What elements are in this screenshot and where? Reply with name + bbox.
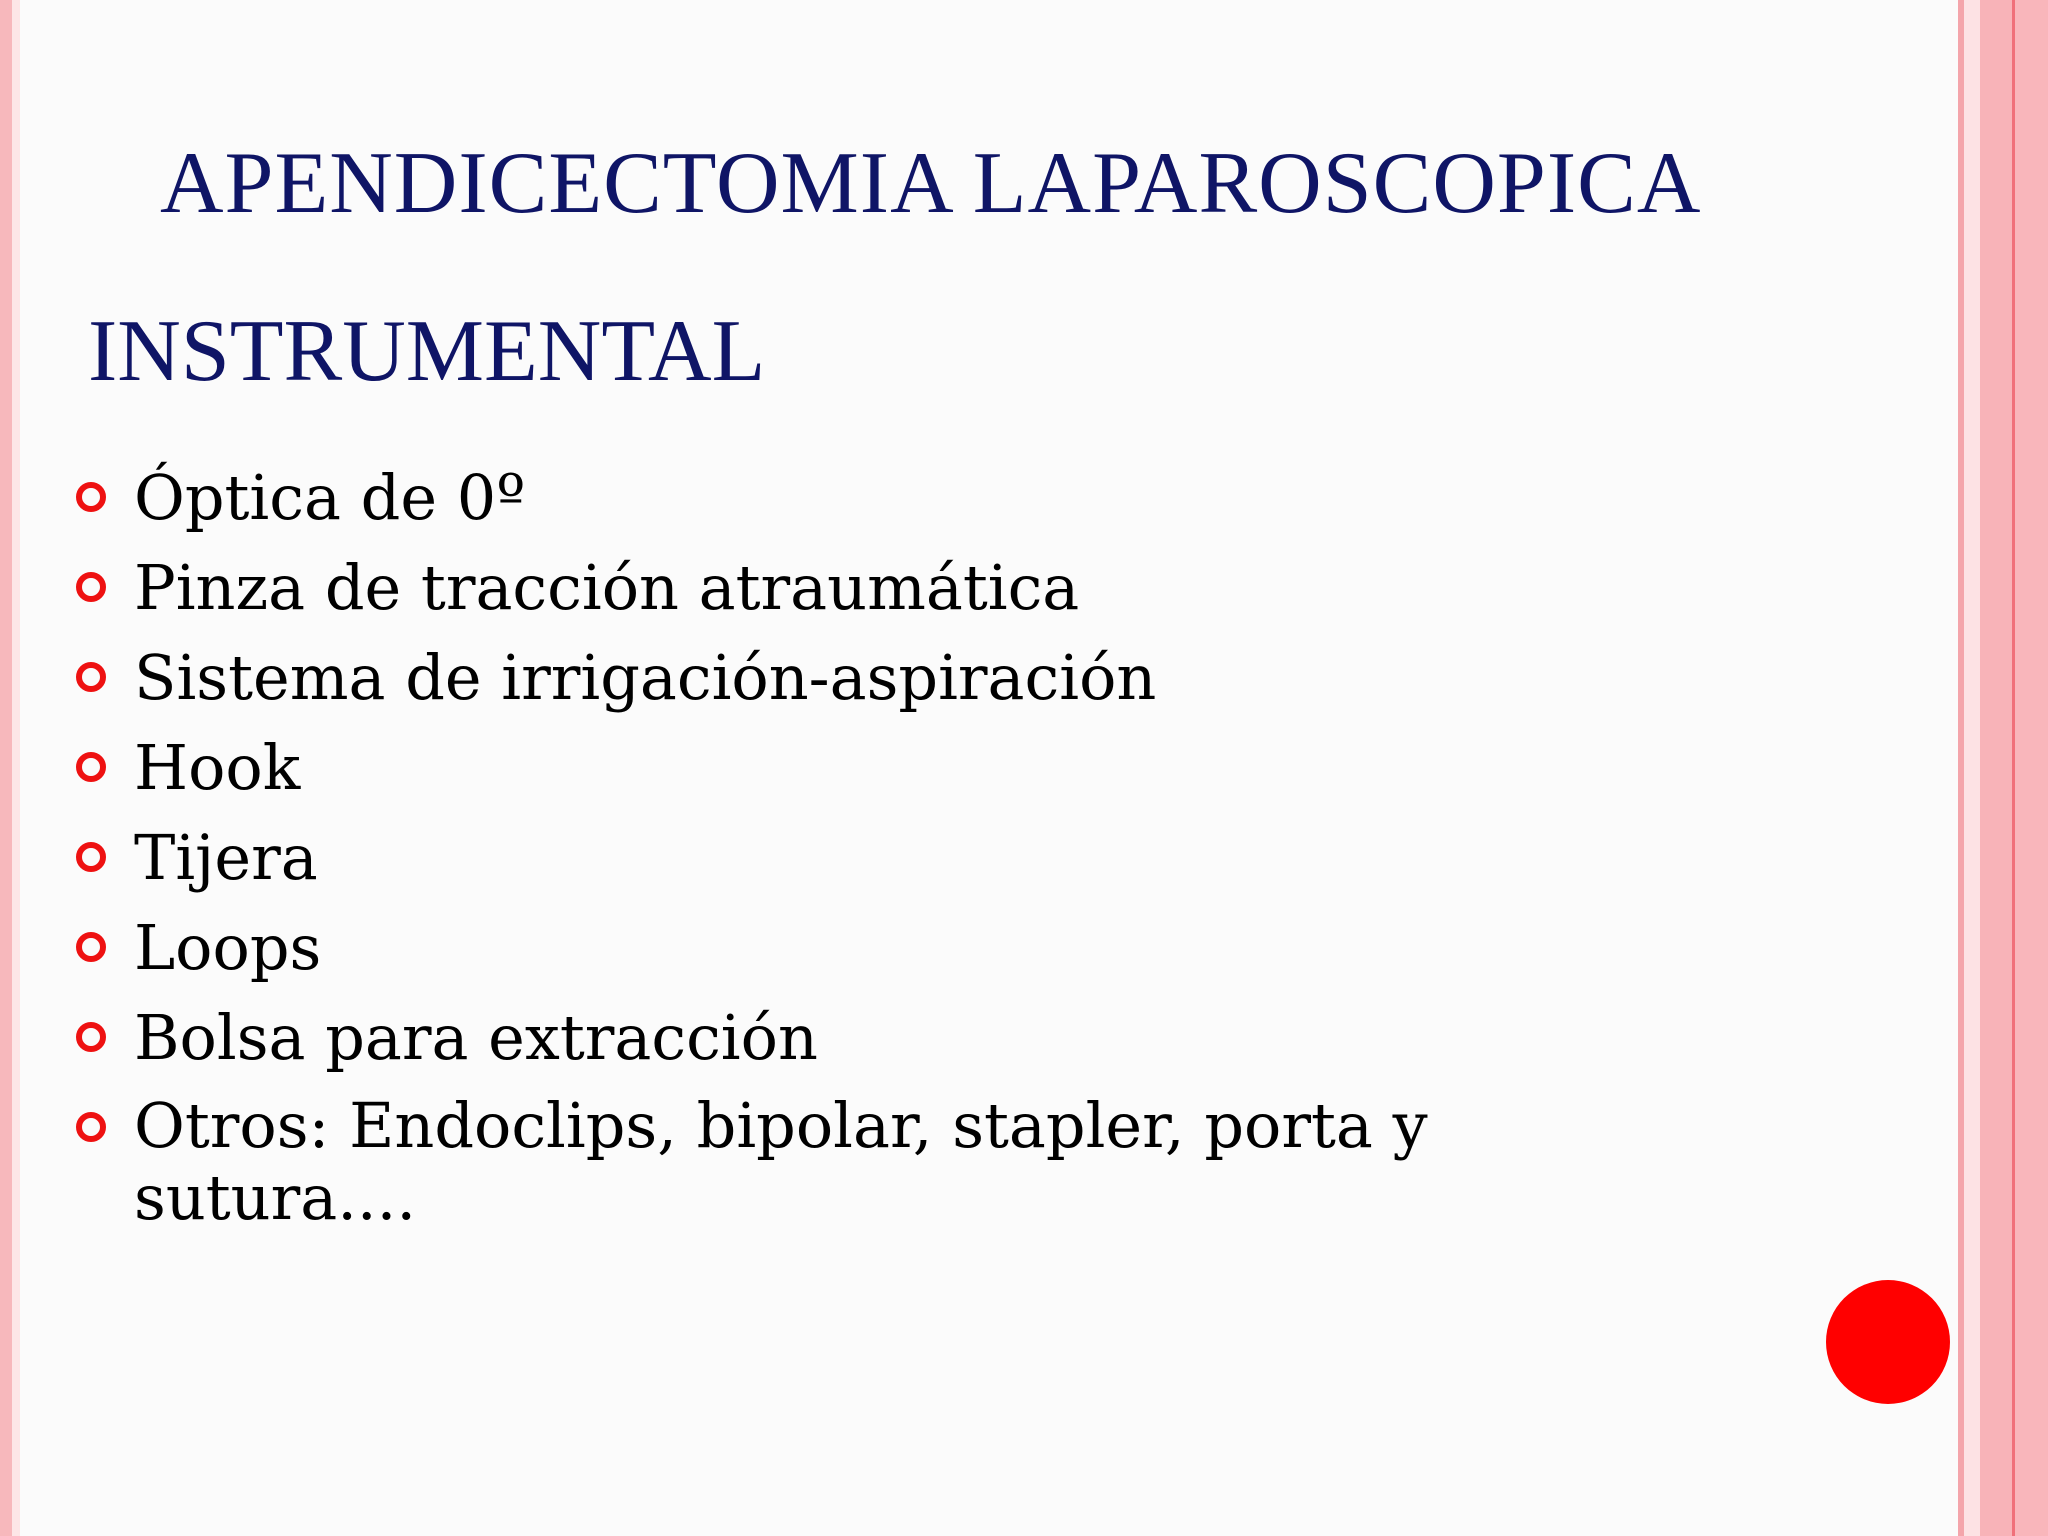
list-item-label: Loops xyxy=(134,911,322,984)
red-circle-icon xyxy=(1826,1280,1950,1404)
left-decorative-stripe xyxy=(0,0,12,1536)
slide-subtitle: INSTRUMENTAL xyxy=(88,303,766,400)
list-item xyxy=(68,1000,1508,1076)
right-decorative-gap xyxy=(1964,0,1980,1536)
ring-bullet-icon xyxy=(76,752,106,782)
list-item-label: Sistema de irrigación-aspiración xyxy=(134,641,1157,714)
list-item xyxy=(68,640,1508,716)
ring-bullet-icon xyxy=(76,482,106,512)
slide-title: APENDICECTOMIA LAPAROSCOPICA xyxy=(160,135,1702,232)
right-decorative-band-end xyxy=(2015,0,2048,1536)
right-decorative-band xyxy=(1980,0,2012,1536)
list-item-label: Bolsa para extracción xyxy=(134,1001,818,1074)
list-item xyxy=(68,730,1508,806)
list-item-label: Hook xyxy=(134,731,301,804)
list-item xyxy=(68,820,1508,896)
instrument-list xyxy=(68,460,1508,1248)
ring-bullet-icon xyxy=(76,842,106,872)
list-item-label: Pinza de tracción atraumática xyxy=(134,551,1080,624)
ring-bullet-icon xyxy=(76,662,106,692)
ring-bullet-icon xyxy=(76,1112,106,1142)
list-item-label: Tijera xyxy=(134,821,318,894)
ring-bullet-icon xyxy=(76,1022,106,1052)
list-item xyxy=(68,1090,1508,1234)
list-item-label: Otros: Endoclips, bipolar, stapler, porta y sutura.... xyxy=(134,1089,1428,1234)
left-decorative-stripe-inner xyxy=(12,0,20,1536)
list-item-label: Óptica de 0º xyxy=(134,461,526,534)
list-item xyxy=(68,550,1508,626)
list-item xyxy=(68,910,1508,986)
ring-bullet-icon xyxy=(76,932,106,962)
ring-bullet-icon xyxy=(76,572,106,602)
list-item xyxy=(68,460,1508,536)
